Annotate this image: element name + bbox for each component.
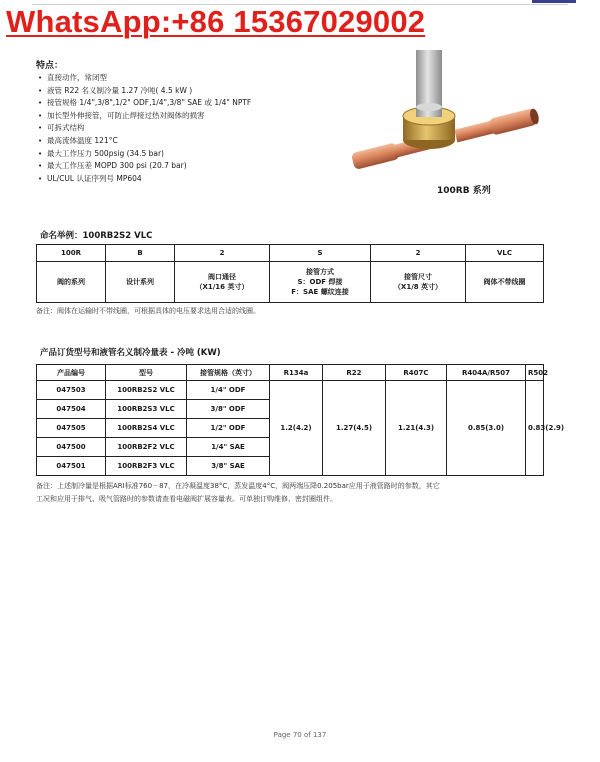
naming-code: VLC — [466, 245, 544, 262]
naming-code: 2 — [175, 245, 270, 262]
product-code: 047500 — [37, 438, 106, 457]
capacity-header-row — [37, 365, 544, 381]
capacity-r22: 1.27(4.5) — [323, 381, 386, 476]
whatsapp-watermark[interactable]: WhatsApp:+86 15367029002 — [6, 4, 426, 39]
naming-meaning: 接管方式 S：ODF 焊接 F：SAE 螺纹连接 — [270, 262, 371, 303]
column-header: 型号 — [106, 365, 187, 381]
feature-item: • 接管规格 1/4",3/8",1/2" ODF,1/4",3/8" SAE 或 1/4" NPTF — [38, 97, 251, 110]
connection-size: 1/2" ODF — [187, 419, 270, 438]
capacity-title: 产品订货型号和液管名义制冷量表 - 冷吨 (KW) — [40, 348, 221, 358]
connection-size: 3/8" ODF — [187, 400, 270, 419]
feature-item: • 最大工作压力 500psig (34.5 bar) — [38, 148, 251, 161]
naming-meaning: 阀的系列 — [37, 262, 106, 303]
naming-meaning: 阀体不带线圈 — [466, 262, 544, 303]
product-code: 047503 — [37, 381, 106, 400]
corner-mark — [532, 0, 576, 3]
column-header: R134a — [270, 365, 323, 381]
capacity-r502: 0.83(2.9) — [526, 381, 544, 476]
feature-item: • 可拆式结构 — [38, 122, 251, 135]
model: 100RB2F2 VLC — [106, 438, 187, 457]
solenoid-valve-image — [348, 50, 544, 178]
naming-meaning-row — [37, 262, 544, 303]
naming-meaning: 阀口通径 （X1/16 英寸） — [175, 262, 270, 303]
feature-item: • 液管 R22 名义制冷量 1.27 冷吨( 4.5 kW ) — [38, 85, 251, 98]
connection-size: 3/8" SAE — [187, 457, 270, 476]
column-header: R22 — [323, 365, 386, 381]
capacity-note-line: 工况和应用于排气、吸气管路时的参数请查看电磁阀扩展容量表。可单独订购维修、密封圈组件。 — [36, 495, 337, 503]
table-row — [37, 381, 544, 400]
naming-meaning: 设计系列 — [106, 262, 175, 303]
feature-item: • 直接动作，常闭型 — [38, 72, 251, 85]
feature-item: • 加长型外伸接管，可防止焊接过热对阀体的损害 — [38, 110, 251, 123]
page-number: Page 70 of 137 — [273, 731, 327, 739]
capacity-table — [36, 364, 565, 476]
naming-code: S — [270, 245, 371, 262]
naming-meaning: 接管尺寸 （X1/8 英寸） — [371, 262, 466, 303]
model: 100RB2S3 VLC — [106, 400, 187, 419]
model: 100RB2S4 VLC — [106, 419, 187, 438]
column-header: 产品编号 — [37, 365, 106, 381]
naming-note: 备注：阀体在运输时不带线圈，可根据具体的电压要求选用合适的线圈。 — [36, 307, 260, 315]
connection-size: 1/4" ODF — [187, 381, 270, 400]
product-code: 047501 — [37, 457, 106, 476]
capacity-r134a: 1.2(4.2) — [270, 381, 323, 476]
capacity-r407c: 1.21(4.3) — [386, 381, 447, 476]
feature-item: • 最高流体温度 121°C — [38, 135, 251, 148]
features-title: 特点： — [36, 61, 64, 71]
naming-code: 2 — [371, 245, 466, 262]
column-header: R404A/R507 — [447, 365, 526, 381]
product-code: 047504 — [37, 400, 106, 419]
naming-code: B — [106, 245, 175, 262]
product-caption: 100RB 系列 — [437, 186, 491, 196]
model: 100RB2F3 VLC — [106, 457, 187, 476]
capacity-r404a-r507: 0.85(3.0) — [447, 381, 526, 476]
product-code: 047505 — [37, 419, 106, 438]
naming-title: 命名举例：100RB2S2 VLC — [40, 231, 153, 241]
naming-table — [36, 244, 544, 303]
naming-code: 100R — [37, 245, 106, 262]
model: 100RB2S2 VLC — [106, 381, 187, 400]
capacity-note-line: 备注：上述制冷量是根据ARI标准760－87，在冷凝温度38°C，蒸发温度4°C，阀两端压降0.205bar应用于液管路时的参数，其它 — [36, 482, 440, 490]
connection-size: 1/4" SAE — [187, 438, 270, 457]
column-header: R502 — [526, 365, 544, 381]
feature-item: • 最大工作压差 MOPD 300 psi (20.7 bar) — [38, 160, 251, 173]
features-list — [38, 72, 251, 185]
capacity-note — [36, 480, 566, 506]
feature-item: • UL/CUL 认证序列号 MP604 — [38, 173, 251, 186]
column-header: 接管规格（英寸） — [187, 365, 270, 381]
column-header: R407C — [386, 365, 447, 381]
naming-code-row — [37, 245, 544, 262]
